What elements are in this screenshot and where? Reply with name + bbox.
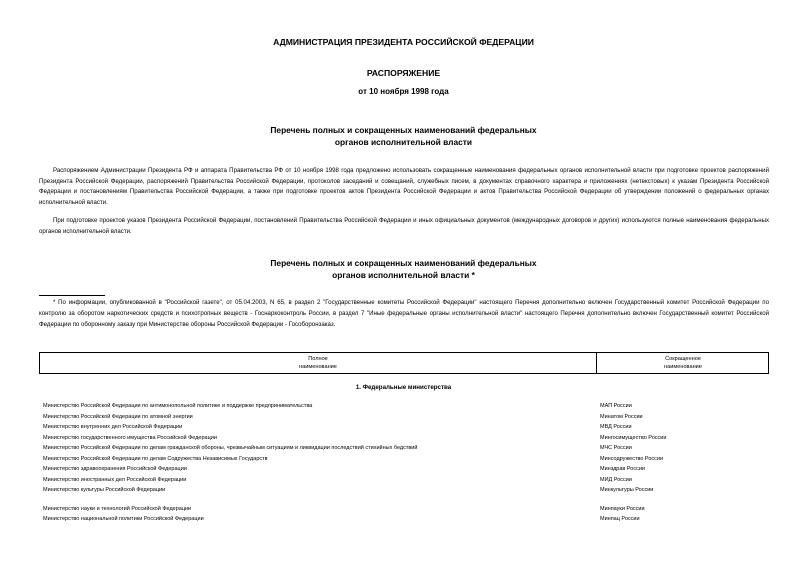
row-full-name: Министерство науки и технологий Российской Федерации [43, 505, 192, 512]
list-heading-line1: Перечень полных и сокращенных наименований федеральных [270, 258, 537, 268]
row-short-name: МВД России [600, 424, 632, 430]
row-spacer [43, 496, 769, 504]
row-full-name: Министерство иностранных дел Российской Федерации [43, 476, 187, 483]
table-row [43, 412, 769, 423]
table-row [43, 485, 769, 496]
row-full-name: Министерство здравоохранения Российской Федерации [43, 466, 187, 472]
row-full-name: Министерство Российской Федерации по делам гражданской обороны, чрезвычайным ситуациям и ликвидации последствий стихийных бедствий [43, 445, 418, 451]
column-header-full-name-line1: Полное [308, 356, 328, 362]
row-short-name: Минкультуры России [600, 487, 654, 493]
row-short-name: Минпауки России [600, 505, 645, 512]
document-title-line2: органов исполнительной власти [334, 136, 473, 147]
column-header-full-name [40, 355, 596, 371]
list-heading [0, 258, 807, 281]
row-full-name: Министерство культуры Российской Федерации [43, 487, 166, 493]
column-header-short-name [597, 355, 769, 371]
table-row [43, 504, 769, 515]
document-type-heading: РАСПОРЯЖЕНИЕ [366, 68, 441, 78]
table-row [43, 433, 769, 444]
organization-heading: АДМИНИСТРАЦИЯ ПРЕЗИДЕНТА РОССИЙСКОЙ ФЕДЕРАЦИИ [273, 37, 534, 47]
column-header-short-name-line1: Сокращенное [665, 356, 701, 362]
row-short-name: Минатом России [600, 413, 643, 420]
row-full-name: Министерство Российской Федерации по делам Содружества Независимых Государств [43, 455, 268, 462]
table-header [39, 352, 769, 374]
row-full-name: Министерство национальной политики Российской Федерации [43, 516, 204, 522]
row-short-name: Минсодружество России [600, 455, 664, 462]
table-row [43, 514, 769, 525]
row-short-name: МЧС России [600, 445, 632, 451]
row-short-name: Минздрав России [600, 466, 645, 472]
table-row [43, 475, 769, 486]
table-row [43, 464, 769, 475]
row-short-name: МАП России [600, 403, 632, 409]
list-heading-line2: органов исполнительной власти * [332, 269, 475, 280]
usage-paragraph: При подготовке проектов указов Президента Российской Федерации, постановлений Правительства Российской Федерации и иных официальных документов (международных договоров и других) используются полные наименования федеральных органов исполнительной власти. [39, 217, 769, 235]
document-title-line1: Перечень полных и сокращенных наименований федеральных [270, 125, 537, 135]
column-header-short-name-line2: наименование [664, 364, 702, 370]
table-row [43, 401, 769, 412]
table-row [43, 454, 769, 465]
table-row [43, 443, 769, 454]
table-row [43, 422, 769, 433]
document-date: от 10 ноября 1998 года [358, 87, 449, 96]
column-header-full-name-line2: наименование [299, 364, 337, 370]
row-short-name: Минпац России [600, 516, 640, 522]
row-full-name: Министерство Российской Федерации по атомной энергии [43, 413, 193, 420]
footnote-separator [39, 295, 105, 296]
intro-paragraph: Распоряжением Администрации Президента РФ и аппарата Правительства РФ от 10 ноября 1998 года предложено использовать сокращенные наименования федеральных органов исполнительной власти при подготовке проектов распоряжений Президента Российской Федерации, распоряжений Правительства Российской Федерации, протоколов заседаний и совещаний, служебных писем, в документах справочного характера и приложениях (нетекстовых) к указам Президента Российской Федерации и постановлениям Правительства Российской Федерации, а также при подготовке проектов актов Президента Российской Федерации и актов Правительства Российской Федерации об утверждении положений о федеральных органах исполнительной власти. [39, 167, 769, 206]
row-full-name: Министерство государственного имущества Российской Федерации [43, 434, 217, 441]
ministries-list [43, 401, 769, 525]
section-title: 1. Федеральные министерства [355, 384, 452, 391]
row-short-name: МИД России [600, 476, 632, 483]
footnote: * По информации, опубликованной в "Российской газете", от 05.04.2003, N 65, в раздел 2 "Государственные комитеты Российской Федерации" настоящего Перечня дополнительно включен Государственный комитет Российской Федерации по контролю за оборотом наркотических средств и психотропных веществ - Госнаркоконтроль России, в раздел 7 "Иные федеральные органы исполнительной власти" настоящего Перечня дополнительно включен Государственный комитет Российской Федерации по оборонному заказу при Министерстве обороны Российской Федерации - Гособоронзаказ. [39, 299, 769, 329]
row-full-name: Министерство внутренних дел Российской Федерации [43, 424, 183, 430]
row-full-name: Министерство Российской Федерации по антимонопольной политике и поддержке предпринимательства [43, 403, 313, 409]
row-short-name: Мингосимущество России [600, 434, 667, 441]
document-title [0, 125, 807, 148]
